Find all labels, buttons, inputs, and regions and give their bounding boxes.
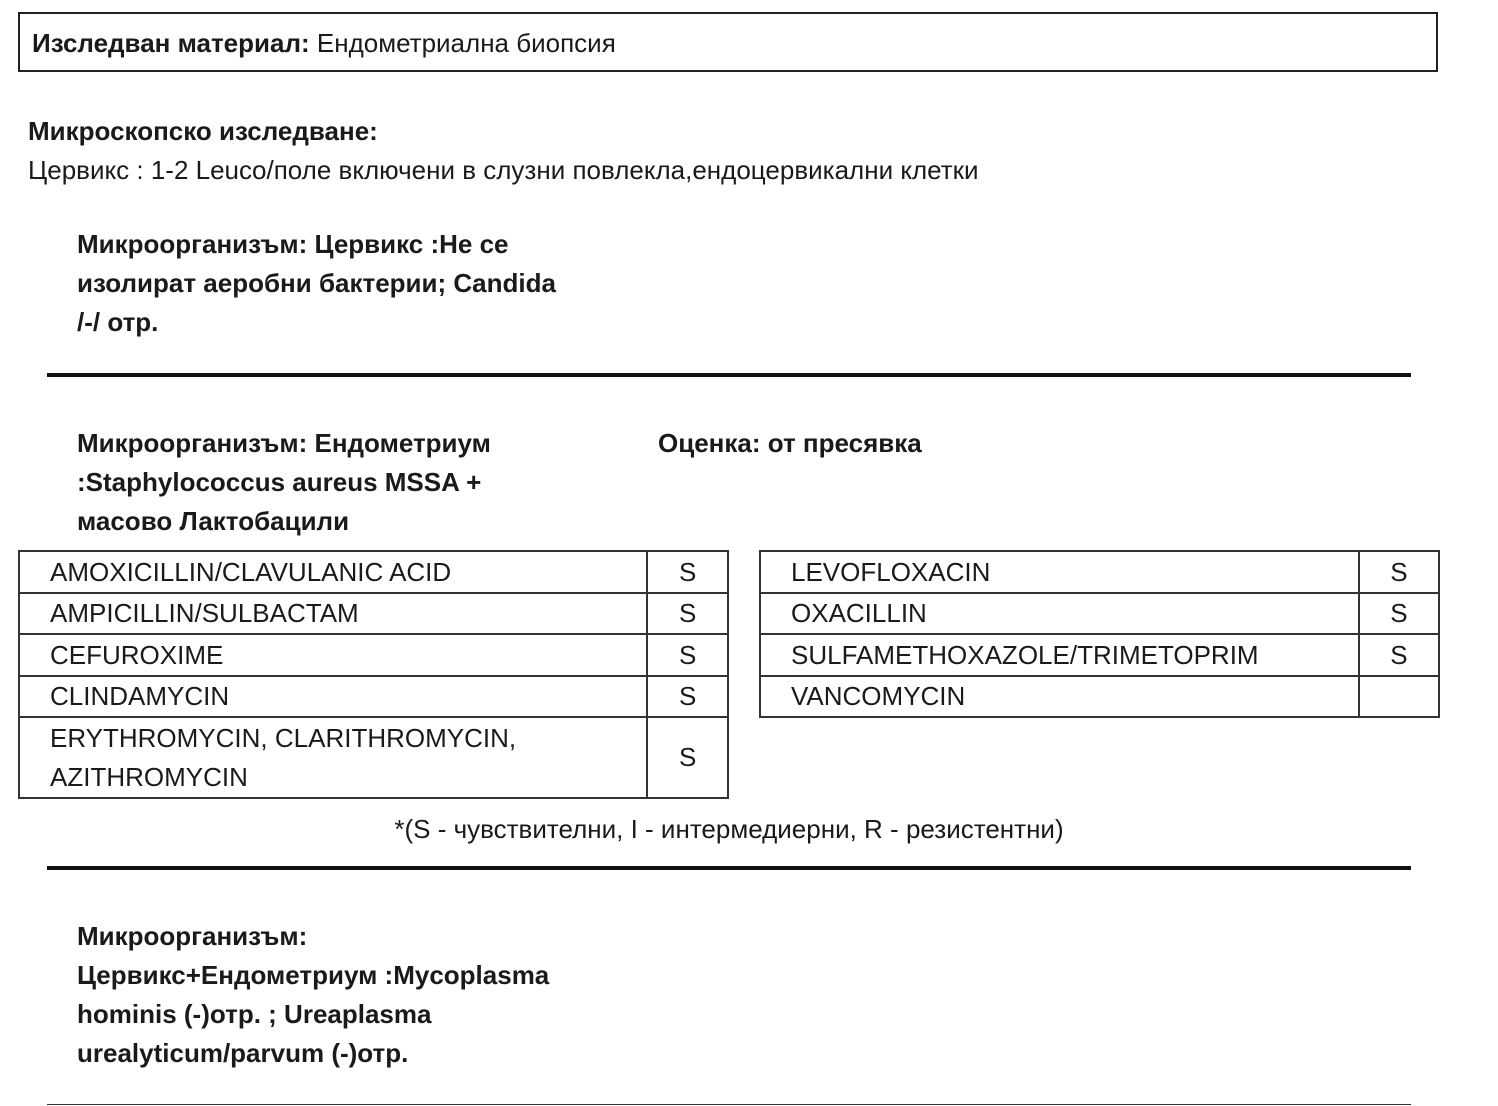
table-row <box>760 676 1439 717</box>
antibiotic-table-right <box>759 550 1440 718</box>
drug-name: SULFAMETHOXAZOLE/TRIMETOPRIM <box>760 634 1359 676</box>
rating-label: Оценка: от пресявка <box>658 428 922 458</box>
organism-endometrium: Микроорганизъм: Ендометриум :Staphylococcus aureus MSSA + масово Лактобацили <box>77 428 491 536</box>
drug-result: S <box>647 551 728 593</box>
material-value: Ендометриална биопсия <box>309 28 616 58</box>
material-label: Изследван материал: <box>32 28 310 58</box>
drug-result: S <box>1359 593 1439 634</box>
drug-result: S <box>647 634 728 676</box>
organism-cervix: Микроорганизъм: Цервикс :Не се изолират аеробни бактерии; Candida /-/ отр. <box>77 229 556 337</box>
drug-name: LEVOFLOXACIN <box>760 551 1359 593</box>
drug-result: S <box>1359 551 1439 593</box>
drug-name: AMOXICILLIN/CLAVULANIC ACID <box>19 551 647 593</box>
drug-result <box>1359 676 1439 717</box>
drug-name: AMPICILLIN/SULBACTAM <box>19 593 647 634</box>
sensitivity-legend: *(S - чувствителни, I - интермедиерни, R - резистентни) <box>394 814 1064 844</box>
organism-mycoplasma: Микроорганизъм: Цервикс+Ендометриум :Mycoplasma hominis (-)отр. ; Ureaplasma urealyticum/parvum (-)отр. <box>77 921 550 1068</box>
antibiotic-table-left <box>18 550 729 799</box>
table-row <box>19 593 728 634</box>
drug-name: OXACILLIN <box>760 593 1359 634</box>
drug-name: VANCOMYCIN <box>760 676 1359 717</box>
material-box <box>18 12 1438 72</box>
drug-name: CLINDAMYCIN <box>19 676 647 717</box>
table-row <box>19 551 728 593</box>
drug-result: S <box>647 593 728 634</box>
table-row <box>760 593 1439 634</box>
divider-1 <box>47 373 1411 377</box>
drug-name: CEFUROXIME <box>19 634 647 676</box>
drug-result: S <box>1359 634 1439 676</box>
table-row <box>760 551 1439 593</box>
table-row <box>760 634 1439 676</box>
divider-2 <box>47 866 1411 870</box>
microscopy-heading: Микроскопско изследване: <box>28 116 378 146</box>
table-row <box>19 676 728 717</box>
divider-3 <box>47 1104 1411 1105</box>
microscopy-text: Цервикс : 1-2 Leuco/поле включени в слузни повлекла,ендоцервикални клетки <box>28 155 979 185</box>
drug-result: S <box>647 676 728 717</box>
drug-result: S <box>647 717 728 798</box>
drug-name: ERYTHROMYCIN, CLARITHROMYCIN, AZITHROMYCIN <box>19 717 647 798</box>
table-row <box>19 634 728 676</box>
table-row <box>19 717 728 798</box>
